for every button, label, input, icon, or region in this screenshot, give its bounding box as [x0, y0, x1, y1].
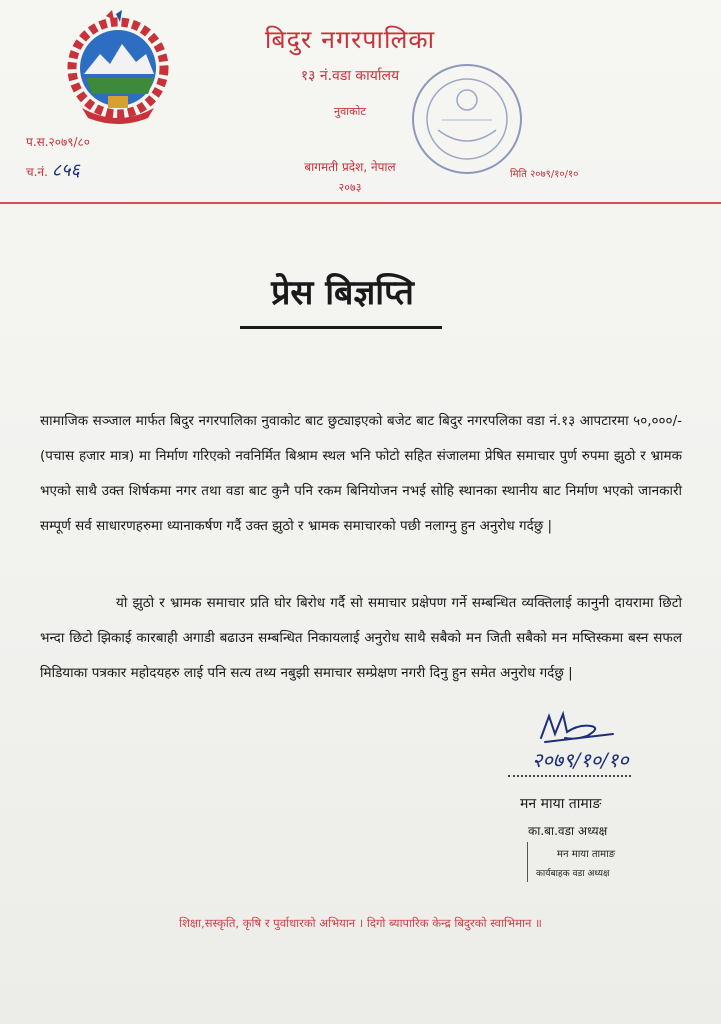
ward-office-name: १३ नं.वडा कार्यालय — [300, 68, 400, 84]
dispatch-label: च.नं. — [26, 165, 48, 179]
footer-slogan: शिक्षा,सस्कृति, कृषि र पुर्वाधारको अभियान । दिगो ब्यापारिक केन्द्र बिदुरको स्वाभिमान ॥ — [179, 916, 542, 930]
press-release-heading: प्रेस बिज्ञप्ति — [271, 273, 414, 313]
district-name: नुवाकोट — [334, 105, 366, 118]
heading-underline — [240, 326, 442, 329]
municipality-name: बिदुर नगरपालिका — [264, 25, 436, 54]
dispatch-value: ८५६ — [51, 160, 80, 181]
seal-name: मन माया तामाङ — [557, 849, 616, 860]
dispatch-number — [26, 158, 80, 182]
signature-date: २०७९/१०/१० — [508, 746, 631, 777]
letterhead-divider — [0, 202, 721, 204]
signer-title: का.बा.वडा अध्यक्ष — [528, 824, 608, 838]
established-year: २०७३ — [338, 181, 362, 194]
body-paragraph-1: सामाजिक सञ्जाल मार्फत बिदुर नगरपालिका नुवाकोट बाट छुट्याइएको बजेट बाट बिदुर नगरपलिका वडा नं.१३ आपटारमा ५०,०००/-(पचास हजार मात्र) मा निर्माण गरिएको नवनिर्मित बिश्राम स्थल भनि फोटो सहित संजालमा प्रेषित समाचार पुर्ण रुपमा झुठो र भ्रामक भएको साथै उक्त शिर्षकमा नगर तथा वडा बाट कुनै पनि रकम बिनियोजन नभई सोहि स्थानका स्थानीय बाट निर्माण भएको जानकारी सम्पूर्ण सर्व साधारणहरुमा ध्यानाकर्षण गर्दै उक्त झुठो र भ्रामक समाचारको पछी नलाग्नु हुन अनुरोध गर्दछु | — [40, 413, 682, 534]
reference-number: प.स.२०७९/८० — [26, 135, 91, 149]
body-paragraph-2: यो झुठो र भ्रामक समाचार प्रति घोर बिरोध गर्दै सो समाचार प्रक्षेपण गर्ने सम्बन्धित व्यक्तिलाई कानुनी दायरामा छिटो भन्दा छिटो झिकाई कारबाही अगाडी बढाउन सम्बन्धित निकायलाई अनुरोध साथै सबैको मन जिती सबैको मन मष्तिस्कमा बस्न सफल मिडियाका पत्रकार महोदयहरु लाई पनि सत्य तथ्य नबुझी समाचार सम्प्रेक्षण नगरी दिनु हुन समेत अनुरोध गर्दछु | — [40, 595, 682, 681]
signer-name: मन माया तामाङ — [520, 796, 602, 812]
ward-office-stamp-icon — [408, 60, 526, 178]
handwritten-signature-icon — [535, 708, 615, 748]
province-name: बागमती प्रदेश, नेपाल — [304, 160, 396, 174]
letter-date: मिति २०७९/१०/१० — [510, 169, 579, 180]
nepal-emblem-icon — [62, 10, 174, 128]
seal-title: कार्यबाहक वडा अध्यक्ष — [536, 869, 610, 879]
